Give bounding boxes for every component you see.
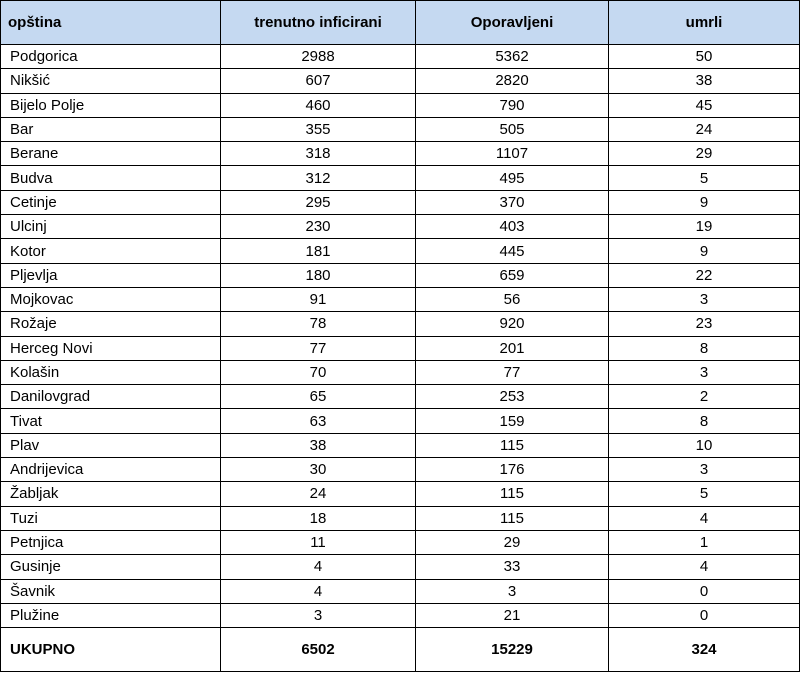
cell-municipality: Tuzi	[1, 506, 221, 530]
cell-currently-infected: 180	[221, 263, 416, 287]
cell-municipality: Berane	[1, 142, 221, 166]
cell-deaths: 45	[609, 93, 800, 117]
cell-municipality: Plužine	[1, 603, 221, 627]
column-header-deaths: umrli	[609, 1, 800, 45]
cell-deaths: 9	[609, 239, 800, 263]
cell-recovered: 115	[416, 506, 609, 530]
cell-deaths: 10	[609, 433, 800, 457]
total-label: UKUPNO	[1, 628, 221, 672]
cell-deaths: 23	[609, 312, 800, 336]
cell-deaths: 38	[609, 69, 800, 93]
cell-currently-infected: 460	[221, 93, 416, 117]
cell-recovered: 445	[416, 239, 609, 263]
cell-recovered: 1107	[416, 142, 609, 166]
cell-currently-infected: 2988	[221, 45, 416, 69]
cell-municipality: Petnjica	[1, 530, 221, 554]
table-row	[1, 69, 800, 93]
cell-municipality: Rožaje	[1, 312, 221, 336]
cell-deaths: 24	[609, 117, 800, 141]
cell-currently-infected: 3	[221, 603, 416, 627]
cell-municipality: Kolašin	[1, 360, 221, 384]
table-row	[1, 287, 800, 311]
cell-currently-infected: 181	[221, 239, 416, 263]
cell-deaths: 8	[609, 409, 800, 433]
cell-deaths: 4	[609, 555, 800, 579]
cell-municipality: Andrijevica	[1, 458, 221, 482]
cell-deaths: 3	[609, 287, 800, 311]
cell-deaths: 5	[609, 166, 800, 190]
cell-municipality: Bijelo Polje	[1, 93, 221, 117]
cell-currently-infected: 30	[221, 458, 416, 482]
cell-deaths: 1	[609, 530, 800, 554]
table-row	[1, 482, 800, 506]
cell-recovered: 29	[416, 530, 609, 554]
cell-municipality: Žabljak	[1, 482, 221, 506]
cell-recovered: 77	[416, 360, 609, 384]
cell-deaths: 22	[609, 263, 800, 287]
cell-recovered: 505	[416, 117, 609, 141]
cell-recovered: 5362	[416, 45, 609, 69]
cell-currently-infected: 295	[221, 190, 416, 214]
cell-recovered: 659	[416, 263, 609, 287]
cell-municipality: Bar	[1, 117, 221, 141]
cell-currently-infected: 318	[221, 142, 416, 166]
cell-deaths: 50	[609, 45, 800, 69]
column-header-municipality: opština	[1, 1, 221, 45]
column-header-recovered: Oporavljeni	[416, 1, 609, 45]
table-row	[1, 263, 800, 287]
cell-currently-infected: 4	[221, 555, 416, 579]
cell-currently-infected: 4	[221, 579, 416, 603]
table-row	[1, 555, 800, 579]
table-row	[1, 93, 800, 117]
cell-currently-infected: 607	[221, 69, 416, 93]
cell-deaths: 2	[609, 385, 800, 409]
table-row	[1, 45, 800, 69]
cell-recovered: 3	[416, 579, 609, 603]
cell-currently-infected: 63	[221, 409, 416, 433]
table-row	[1, 360, 800, 384]
table-row	[1, 530, 800, 554]
table-row	[1, 385, 800, 409]
cell-currently-infected: 38	[221, 433, 416, 457]
cell-recovered: 2820	[416, 69, 609, 93]
cell-recovered: 159	[416, 409, 609, 433]
cell-currently-infected: 77	[221, 336, 416, 360]
cell-municipality: Pljevlja	[1, 263, 221, 287]
header-row	[1, 1, 800, 45]
cell-recovered: 201	[416, 336, 609, 360]
cell-currently-infected: 70	[221, 360, 416, 384]
cell-deaths: 4	[609, 506, 800, 530]
cell-recovered: 370	[416, 190, 609, 214]
cell-currently-infected: 78	[221, 312, 416, 336]
table-row	[1, 579, 800, 603]
table-row	[1, 336, 800, 360]
total-recovered: 15229	[416, 628, 609, 672]
table-row	[1, 166, 800, 190]
cell-recovered: 176	[416, 458, 609, 482]
total-currently-infected: 6502	[221, 628, 416, 672]
cell-currently-infected: 65	[221, 385, 416, 409]
cell-deaths: 0	[609, 603, 800, 627]
table-row	[1, 506, 800, 530]
cell-recovered: 21	[416, 603, 609, 627]
cell-municipality: Nikšić	[1, 69, 221, 93]
table-row	[1, 190, 800, 214]
total-deaths: 324	[609, 628, 800, 672]
cell-currently-infected: 312	[221, 166, 416, 190]
cell-municipality: Budva	[1, 166, 221, 190]
cell-municipality: Ulcinj	[1, 215, 221, 239]
cell-recovered: 115	[416, 482, 609, 506]
table-row	[1, 215, 800, 239]
table-row	[1, 117, 800, 141]
cell-deaths: 0	[609, 579, 800, 603]
cell-deaths: 29	[609, 142, 800, 166]
cell-recovered: 56	[416, 287, 609, 311]
table-header	[1, 1, 800, 45]
table-row	[1, 409, 800, 433]
table-row	[1, 433, 800, 457]
cell-recovered: 403	[416, 215, 609, 239]
cell-deaths: 9	[609, 190, 800, 214]
cell-currently-infected: 24	[221, 482, 416, 506]
cell-recovered: 253	[416, 385, 609, 409]
cell-municipality: Gusinje	[1, 555, 221, 579]
cell-recovered: 33	[416, 555, 609, 579]
column-header-currently-infected: trenutno inficirani	[221, 1, 416, 45]
cell-deaths: 3	[609, 360, 800, 384]
cell-deaths: 3	[609, 458, 800, 482]
cell-currently-infected: 230	[221, 215, 416, 239]
cell-recovered: 790	[416, 93, 609, 117]
table-row	[1, 312, 800, 336]
cell-deaths: 8	[609, 336, 800, 360]
cell-municipality: Šavnik	[1, 579, 221, 603]
cell-deaths: 19	[609, 215, 800, 239]
cell-municipality: Cetinje	[1, 190, 221, 214]
cell-municipality: Tivat	[1, 409, 221, 433]
cell-currently-infected: 355	[221, 117, 416, 141]
cell-recovered: 920	[416, 312, 609, 336]
cell-recovered: 115	[416, 433, 609, 457]
cell-deaths: 5	[609, 482, 800, 506]
table-footer	[1, 628, 800, 672]
table-row	[1, 239, 800, 263]
cell-municipality: Plav	[1, 433, 221, 457]
table-row	[1, 603, 800, 627]
cell-municipality: Podgorica	[1, 45, 221, 69]
cell-municipality: Herceg Novi	[1, 336, 221, 360]
table-row	[1, 458, 800, 482]
table-body	[1, 45, 800, 628]
cell-recovered: 495	[416, 166, 609, 190]
cell-currently-infected: 18	[221, 506, 416, 530]
cell-currently-infected: 91	[221, 287, 416, 311]
cell-municipality: Kotor	[1, 239, 221, 263]
cell-municipality: Mojkovac	[1, 287, 221, 311]
table-row	[1, 142, 800, 166]
cell-currently-infected: 11	[221, 530, 416, 554]
total-row	[1, 628, 800, 672]
cell-municipality: Danilovgrad	[1, 385, 221, 409]
